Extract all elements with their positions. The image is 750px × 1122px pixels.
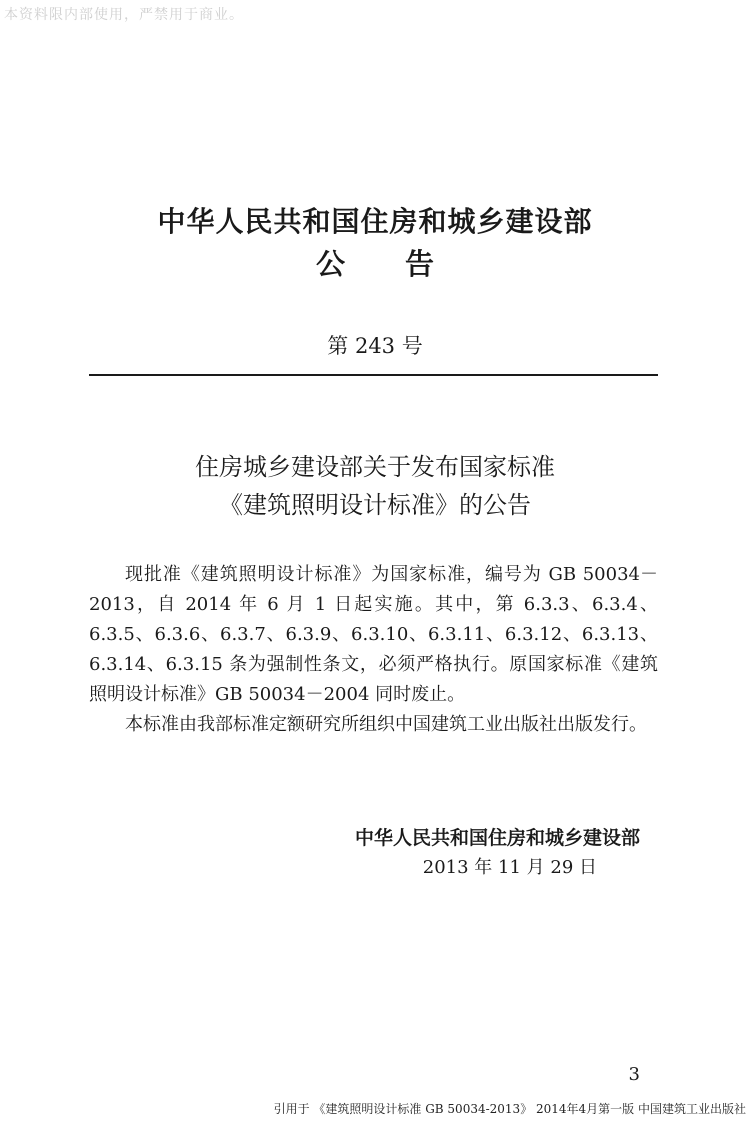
issue-date: 2013 年 11 月 29 日 [422, 857, 597, 878]
issuer-signature: 中华人民共和国住房和城乡建设部 [354, 827, 640, 849]
announcement-number: 第 243 号 [327, 334, 423, 358]
title-line-2: 《建筑照明设计标准》的公告 [219, 491, 531, 519]
title-line-1: 住房城乡建设部关于发布国家标准 [195, 453, 555, 481]
watermark-text: 本资料限内部使用，严禁用于商业。 [4, 7, 244, 23]
header-divider [89, 374, 658, 376]
announcement-body [89, 560, 658, 740]
announcement-heading: 公告 [315, 247, 494, 281]
body-paragraph-1: 现批准《建筑照明设计标准》为国家标准，编号为 GB 50034－2013，自 2014 年 6 月 1 日起实施。其中，第 6.3.3、6.3.4、6.3.5、6.3.6、6.3.7、6.3.9、6.3.10、6.3.11、6.3.12、6.3.13、6.3.14、6.3.15 条为强制性条文，必须严格执行。原国家标准《建筑照明设计标准》GB 50034－2004 同时废止。 [89, 564, 658, 705]
ministry-heading: 中华人民共和国住房和城乡建设部 [157, 205, 593, 238]
body-paragraph-2: 本标准由我部标准定额研究所组织中国建筑工业出版社出版发行。 [125, 714, 647, 735]
page-number: 3 [628, 1064, 640, 1085]
document-title [0, 448, 750, 524]
citation-footer: 引用于 《建筑照明设计标准 GB 50034-2013》 2014年4月第一版 中国建筑工业出版社 [273, 1102, 746, 1116]
